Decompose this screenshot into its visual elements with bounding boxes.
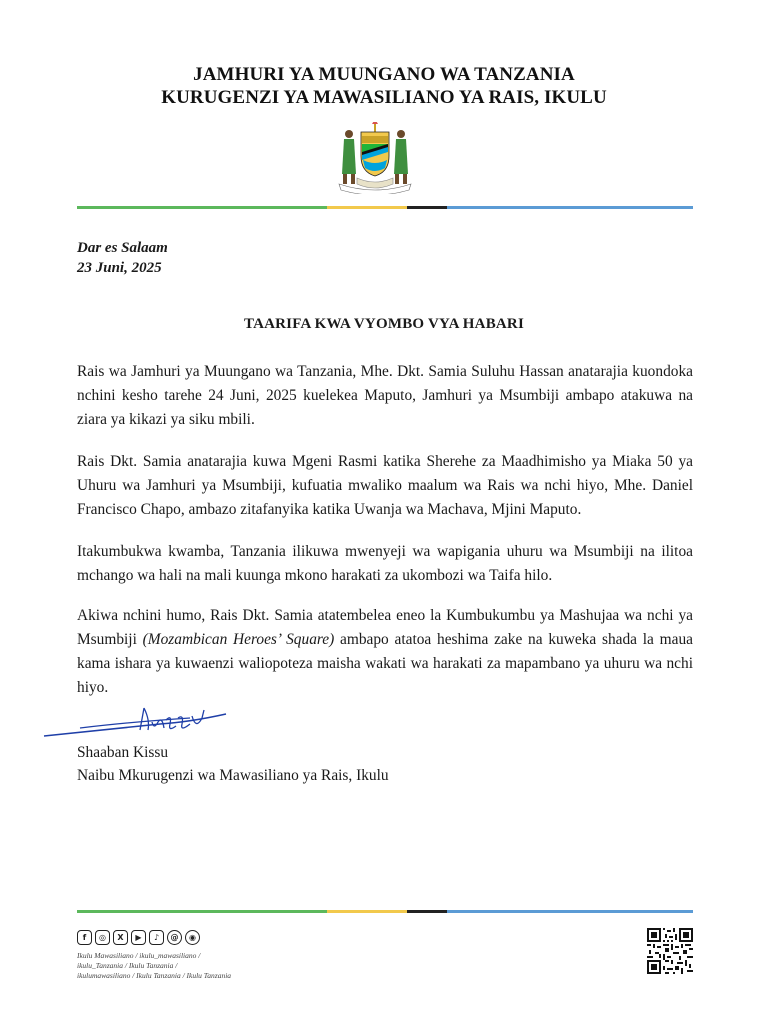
social-handles-line: ikulumawasiliano / Ikulu Tanzania / Ikulu Tanzania (77, 971, 232, 980)
header-country: JAMHURI YA MUUNGANO WA TANZANIA (193, 64, 575, 85)
p4-text-start: Akiwa nchini humo, Rais Dkt. Samia atatembelea eneo la Kumbukumbu ya Mashujaa wa nchi ya Msumbiji (77, 607, 693, 648)
body-paragraph-1: Rais wa Jamhuri ya Muungano wa Tanzania, Mhe. Dkt. Samia Suluhu Hassan anatarajia kuondoka nchini kesho tarehe 24 Juni, 2025 kuelekea Maputo, Jamhuri ya Msumbiji ambapo atakuwa na ziara ya kikazi ya siku mbili. (77, 363, 693, 428)
p4-italic-term: (Mozambican Heroes’ Square) (142, 631, 335, 648)
social-handles-line: Ikulu Mawasiliano / ikulu_mawasiliano / (77, 951, 201, 960)
social-handles-line: ikulu_Tanzania / Ikulu Tanzania / (77, 961, 178, 970)
podcast-icon[interactable]: ◉ (185, 930, 200, 945)
social-handles (77, 951, 277, 981)
instagram-icon[interactable]: ◎ (95, 930, 110, 945)
footer-divider (77, 910, 693, 913)
signatory-position: Naibu Mkurugenzi wa Mawasiliano ya Rais, Ikulu (77, 767, 389, 784)
header-directorate: KURUGENZI YA MAWASILIANO YA RAIS, IKULU (161, 87, 607, 108)
dateline-date: 23 Juni, 2025 (77, 260, 162, 276)
header-divider (77, 206, 693, 209)
body-paragraph-2: Rais Dkt. Samia anatarajia kuwa Mgeni Rasmi katika Sherehe za Maadhimisho ya Miaka 50 ya Uhuru wa Jamhuri ya Msumbiji, kufuatia mwaliko maalum wa Rais wa nchi hiyo, Mhe. Daniel Francisco Chapo, ambazo zitafanyika katika Uwanja wa Machava, Mjini Maputo. (77, 453, 693, 518)
coat-of-arms-icon (335, 122, 415, 194)
youtube-icon[interactable]: ▶ (131, 930, 146, 945)
document-title: TAARIFA KWA VYOMBO VYA HABARI (243, 316, 524, 332)
x-icon[interactable]: X (113, 930, 128, 945)
qr-code-icon[interactable] (647, 928, 693, 974)
social-icons (77, 930, 200, 945)
p4-text-end: ambapo atatoa heshima zake na kuweka shada la maua kama ishara ya kuwaenzi waliopoteza maisha wakati wa harakati za mapambano ya uhuru wa nchi hiyo. (77, 631, 693, 696)
tiktok-icon[interactable]: ♪ (149, 930, 164, 945)
body-paragraph-3: Itakumbukwa kwamba, Tanzania ilikuwa mwenyeji wa wapigania uhuru wa Msumbiji na ilitoa mchango wa hali na mali kuunga mkono harakati za ukombozi wa Taifa hilo. (77, 543, 693, 584)
dateline-place: Dar es Salaam (77, 240, 168, 256)
threads-icon[interactable]: @ (167, 930, 182, 945)
body-paragraph-4 (77, 604, 693, 700)
signatory-name: Shaaban Kissu (77, 744, 169, 761)
handwritten-signature (40, 700, 230, 748)
facebook-icon[interactable]: f (77, 930, 92, 945)
